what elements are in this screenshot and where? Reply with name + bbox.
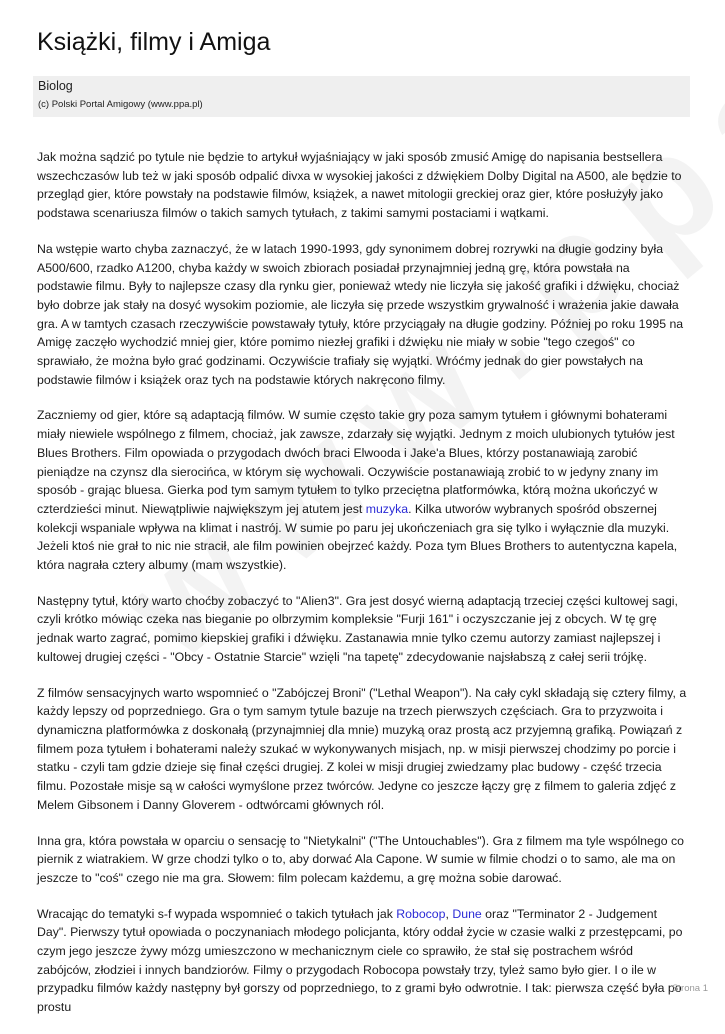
paragraph: Inna gra, która powstała w oparciu o sensację to "Nietykalni" ("The Untouchables"). Gra z filmem ma tyle wspólnego co piernik z wiatrakiem. W grze chodzi tylko o to, aby dorwać Ala Capone. W sumie w filmie chodzi o to samo, ale ma on jeszcze to "coś" czego nie ma gra. Słowem: film polecam każdemu, a grę można sobie darować. — [37, 833, 684, 885]
paragraph-text: Zaczniemy od gier, które są adaptacją filmów. W sumie często takie gry poza samym tytułem i głównymi bohaterami miały niewiele wspólnego z filmem, chociaż, jak zawsze, zdarzały się wyjątki. Jednym z moich ulubionych tytułów jest Blues Brothers. Film opowiada o przygodach dwóch braci Elwooda i Jake'a Blues, którzy postanawiają zarobić pieniądze na czynsz dla sierocińca, w którym się wychowali. Oczywiście postanawiają zrobić to w jedyny znany im sposób - grając bluesa. Gierka pod tym samym tytułem to tylko przeciętna platformówka, którą można ukończyć w czterdzieści minut. Niewątpliwie największym jej atutem jest — [37, 408, 675, 516]
paragraph-text: Wracając do tematyki s-f wypada wspomnieć o takich tytułach jak — [37, 906, 397, 921]
page-title: Książki, filmy i Amiga — [37, 28, 271, 56]
paragraph: Na wstępie warto chyba zaznaczyć, że w latach 1990-1993, gdy synonimem dobrej rozrywki na długie godziny była A500/600, rzadko A1200, chyba każdy w swoich zbiorach posiadał przynajmniej jedną grę, która powstała na podstawie filmu. Były to najlepsze czasy dla rynku gier, ponieważ wtedy nie liczyła się jakość grafiki i dźwięku, chociaż było dobrze jak stały na dosyć wysokim poziomie, ale liczyła się przede wszystkim grywalność i wrażenia jakie dawała gra. A w tamtych czasach rzeczywiście powstawały tytuły, które przyciągały na długie godziny. Później po roku 1995 na Amigę zaczęło wychodzić mniej gier, które pomimo niezłej grafiki i dźwięku nie miały w sobie "tego czegoś" co sprawiało, że można było grać godzinami. Oczywiście trafiały się wyjątki. Wróćmy jednak do gier powstałych na podstawie filmów i książek oraz tych na podstawie których nakręcono filmy. — [37, 241, 684, 387]
article-meta-box — [33, 76, 690, 117]
dune-link[interactable]: Dune — [452, 906, 482, 921]
article-author: Biolog — [38, 79, 73, 93]
page-number: Strona 1 — [672, 983, 708, 994]
robocop-link[interactable]: Robocop — [396, 906, 446, 921]
paragraph: Jak można sądzić po tytule nie będzie to artykuł wyjaśniający w jaki sposób zmusić Amigę do napisania bestsellera wszechczasów lub też w jaki sposób odpalić divxa w wysokiej jakości z dźwiękiem Dolby Digital na A500, ale będzie to przegląd gier, które powstały na podstawie filmów, książek, a nawet mitologii greckiej oraz gier, które posłużyły jako podstawa scenariusza filmów o takich samych tytułach, z takimi samymi postaciami i wątkami. — [37, 150, 682, 221]
paragraph-text: . Kilka utworów wybranych spośród obszernej kolekcji wspaniale wpływa na klimat i nastrój. W sumie po paru jej ukończeniach gra się tylko i wyłącznie dla muzyki. Jeżeli ktoś nie grał to nic nie stracił, ale film powinien obejrzeć każdy. Poza tym Blues Brothers to autentyczna kapela, która nagrała cztery albumy (mam wszystkie). — [37, 501, 678, 573]
paragraph: Następny tytuł, który warto choćby zobaczyć to "Alien3". Gra jest dosyć wierną adaptacją trzeciej części kultowej sagi, czyli krótko mówiąc czeka nas bieganie po olbrzymim kompleksie "Furji 161" i oczyszczanie jej z obcych. W tę grę jednak warto zagrać, pomimo kiepskiej grafiki i dźwięku. Zastanawia mnie tylko czemu autorzy zamiast najlepszej i kultowej drugiej części - "Obcy - Ostatnie Starcie" wzięli "na tapetę" zdecydowanie najsłabszą z całej serii trójkę. — [37, 593, 678, 664]
article-source: (c) Polski Portal Amigowy (www.ppa.pl) — [38, 99, 203, 110]
paragraph-text: , — [445, 906, 453, 921]
muzyka-link[interactable]: muzyka — [365, 501, 409, 516]
article-body — [37, 148, 688, 1034]
paragraph — [37, 905, 688, 1017]
paragraph: Z filmów sensacyjnych warto wspomnieć o "Zabójczej Broni" ("Lethal Weapon"). Na cały cykl składają się cztery filmy, a każdy lepszy od poprzedniego. Gra o tym samym tytule bazuje na trzech pierwszych częściach. Gra to przyzwoita i dynamiczna platformówka z doskonałą (przynajmniej dla mnie) muzyką oraz prostą acz przyjemną grafiką. Powiązań z filmem poza tytułem i bohaterami należy szukać w wykonywanych misjach, np. w misji pierwszej chodzimy po porcie i statku - czyli tam gdzie dzieje się finał części drugiej. Z kolei w misji drugiej zwiedzamy plac budowy - część trzecia filmu. Pozostałe misje są w całości wymyślone przez twórców. Jedyne co jeszcze łączy grę z filmem to galeria zdjęć z Melem Gibsonem i Danny Gloverem - odtwórcami głównych ról. — [37, 685, 687, 812]
paragraph-text: oraz "Terminator 2 - Judgement Day". Pierwszy tytuł opowiada o poczynaniach młodego policjanta, który oddał życie w czasie walki z przestępcami, po czym jego jeszcze żywy mózg umieszczono w mechanicznym ciele co sprawiło, że stał się postrachem wśród zabójców, złodziei i innych bandziorów. Filmy o przygodach Robocopa powstały trzy, tyleż samo było gier. I o ile w przypadku filmów każdy następny był gorszy od poprzedniego, to z grami było odwrotnie. I tak: pierwsza część była po prostu — [37, 906, 683, 1015]
paragraph — [37, 406, 688, 574]
